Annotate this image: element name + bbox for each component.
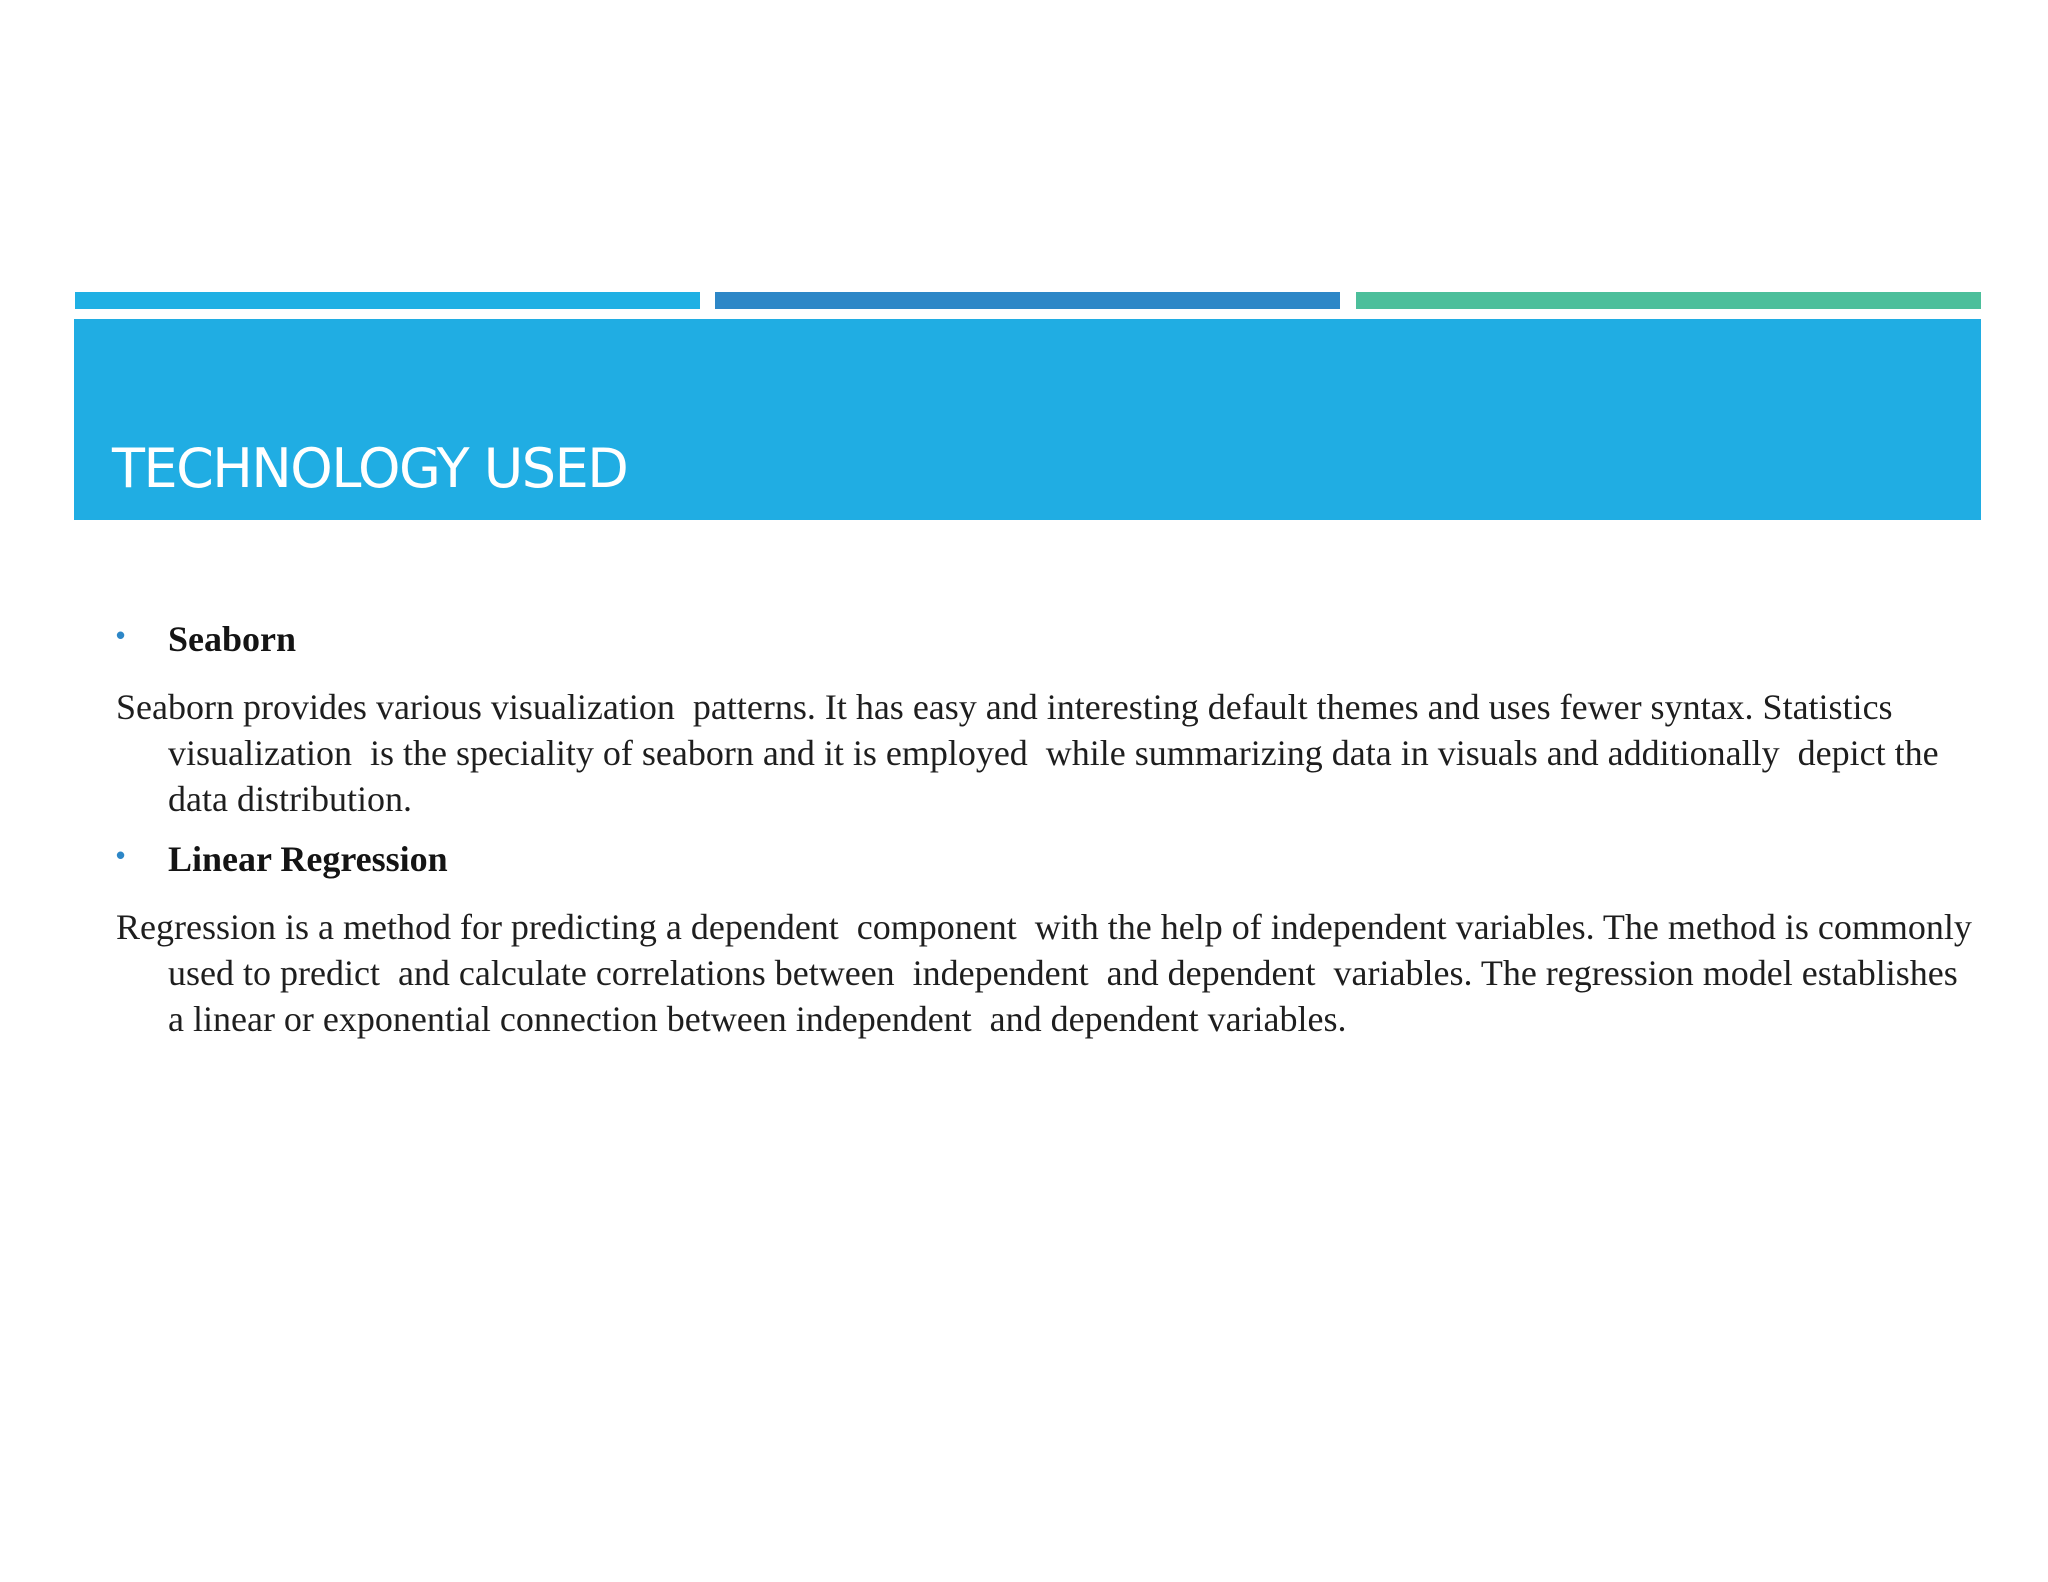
section-linear-regression: [116, 834, 1981, 1042]
section-heading-text: Linear Regression: [168, 839, 448, 879]
title-band: [74, 319, 1981, 520]
slide-title: TECHNOLOGY USED: [112, 437, 628, 500]
section-body: Regression is a method for predicting a dependent component with the help of independent variables. The method is commonly used to predict and calculate correlations between independent and dependent variables. The regression model establishes a linear or exponential connection between independent and dependent variables.: [116, 907, 1981, 1039]
section-body: Seaborn provides various visualization patterns. It has easy and interesting default themes and uses fewer syntax. Statistics visualization is the speciality of seaborn and it is employed while summarizing data in visuals and additionally depict the data distribution.: [116, 687, 1948, 819]
bullet-dot-icon: •: [116, 620, 126, 650]
section-heading-text: Seaborn: [168, 619, 297, 659]
section-heading: [116, 834, 1976, 884]
slide-content: [116, 614, 1981, 1054]
accent-stripe-green: [1356, 292, 1981, 309]
accent-stripe-dark-blue: [715, 292, 1340, 309]
accent-stripe-light-blue: [75, 292, 700, 309]
section-heading: [116, 614, 1976, 664]
bullet-dot-icon: •: [116, 840, 126, 870]
section-seaborn: [116, 614, 1976, 822]
